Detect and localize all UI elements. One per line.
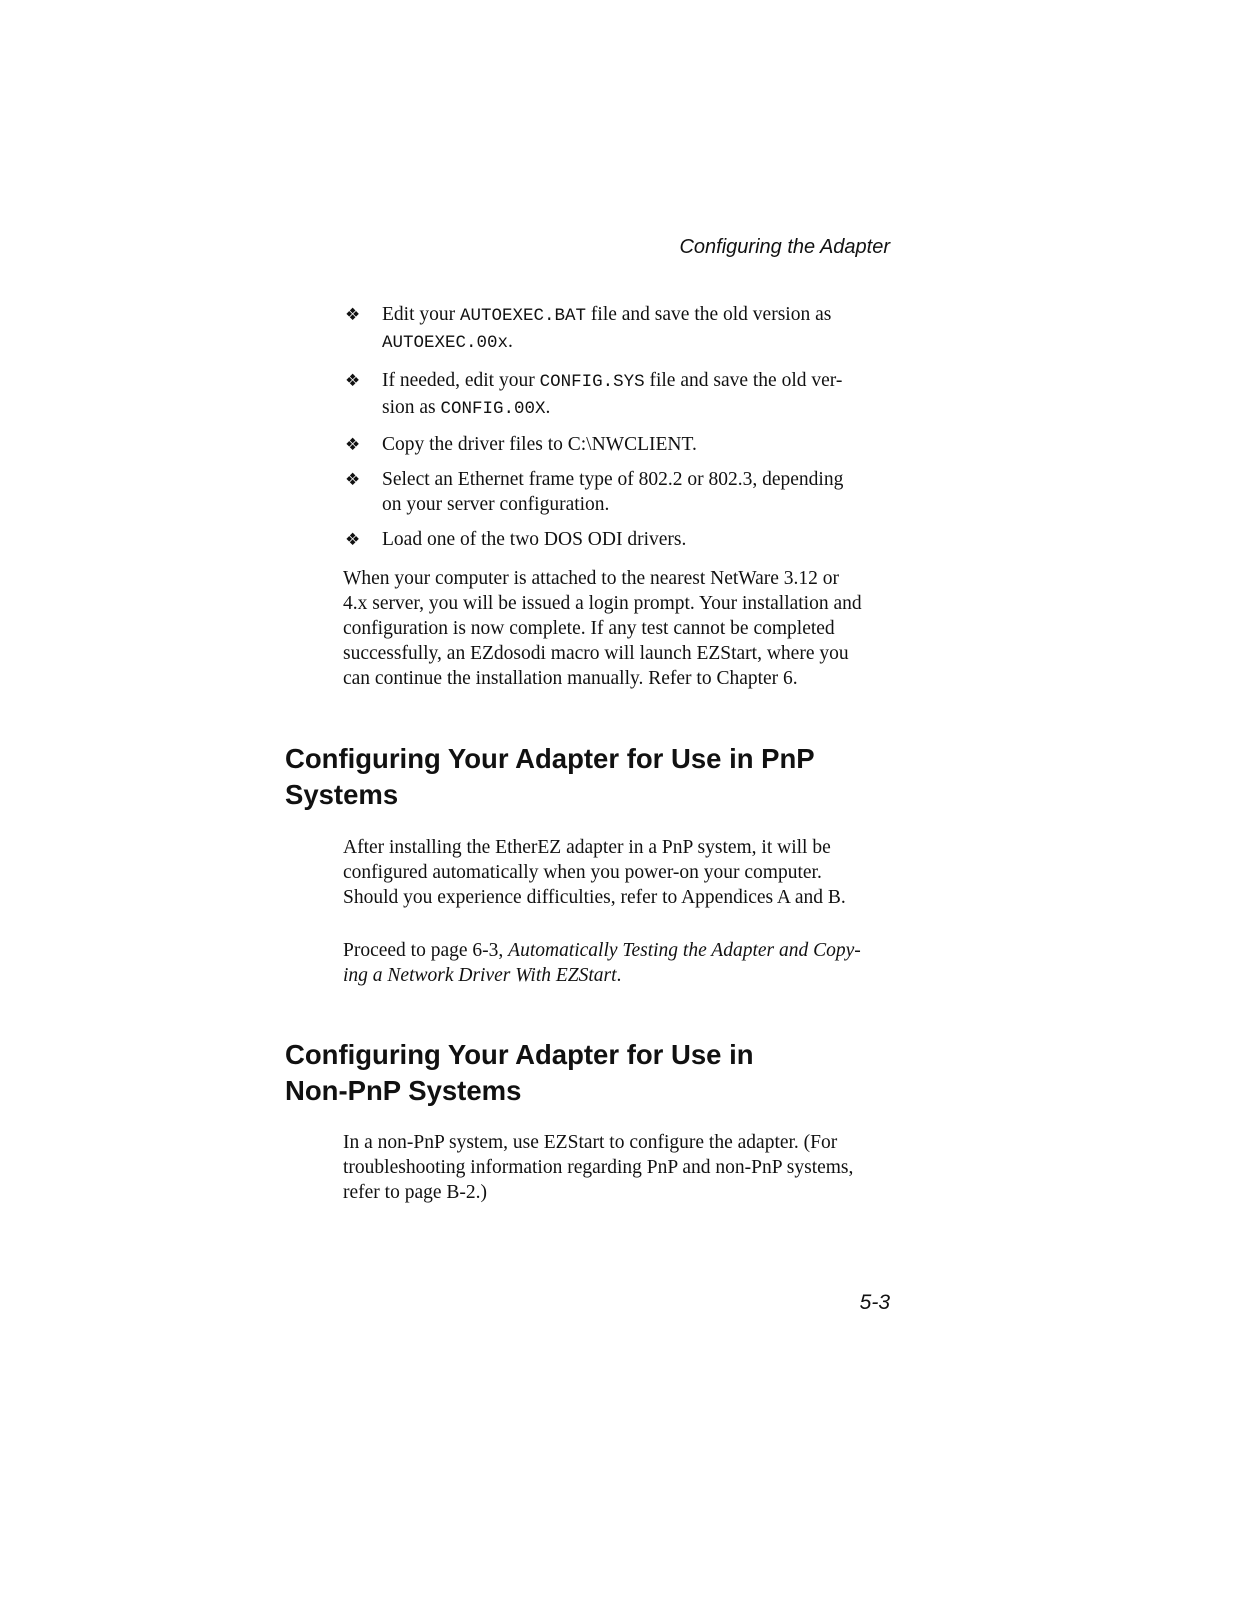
page-number: 5-3 [859,1291,890,1314]
paragraph-pnp: After installing the EtherEZ adapter in a PnP system, it will be configured automatically when you power-on your computer. Should you experience difficulties, refer to Appendices A and B. [343,837,846,908]
list-item: ❖ If needed, edit your CONFIG.SYS file and save the old ver- sion as CONFIG.00X. [345,370,843,419]
paragraph-proceed: Proceed to page 6-3, Automatically Testing the Adapter and Copy- ing a Network Driver With EZStart. [343,940,861,986]
running-head: Configuring the Adapter [679,236,890,258]
diamond-bullet-icon: ❖ [345,470,361,490]
paragraph-nonpnp: In a non-PnP system, use EZStart to configure the adapter. (For troubleshooting information regarding PnP and non-PnP systems, refer to page B-2.) [343,1132,854,1203]
list-item: ❖ Load one of the two DOS ODI drivers. [345,527,885,552]
section-heading-pnp: Configuring Your Adapter for Use in PnP Systems [285,743,815,810]
section-heading-nonpnp: Configuring Your Adapter for Use in Non-PnP Systems [285,1039,754,1106]
list-item: ❖ Edit your AUTOEXEC.BAT file and save the old version as AUTOEXEC.00x. [345,304,832,353]
diamond-bullet-icon: ❖ [345,371,361,391]
list-item: ❖ Copy the driver files to C:\NWCLIENT. [345,432,885,457]
list-item: ❖ Select an Ethernet frame type of 802.2 or 802.3, depending on your server configuration. [345,469,844,515]
diamond-bullet-icon: ❖ [345,435,361,455]
diamond-bullet-icon: ❖ [345,305,361,325]
diamond-bullet-icon: ❖ [345,530,361,550]
paragraph-attach: When your computer is attached to the nearest NetWare 3.12 or 4.x server, you will be issued a login prompt. Your installation and configuration is now complete. If any test cannot be completed successfully, an EZdosodi macro will launch EZStart, where you can continue the installation manually. Refer to Chapter 6. [343,568,862,689]
bullet-list [345,302,885,562]
